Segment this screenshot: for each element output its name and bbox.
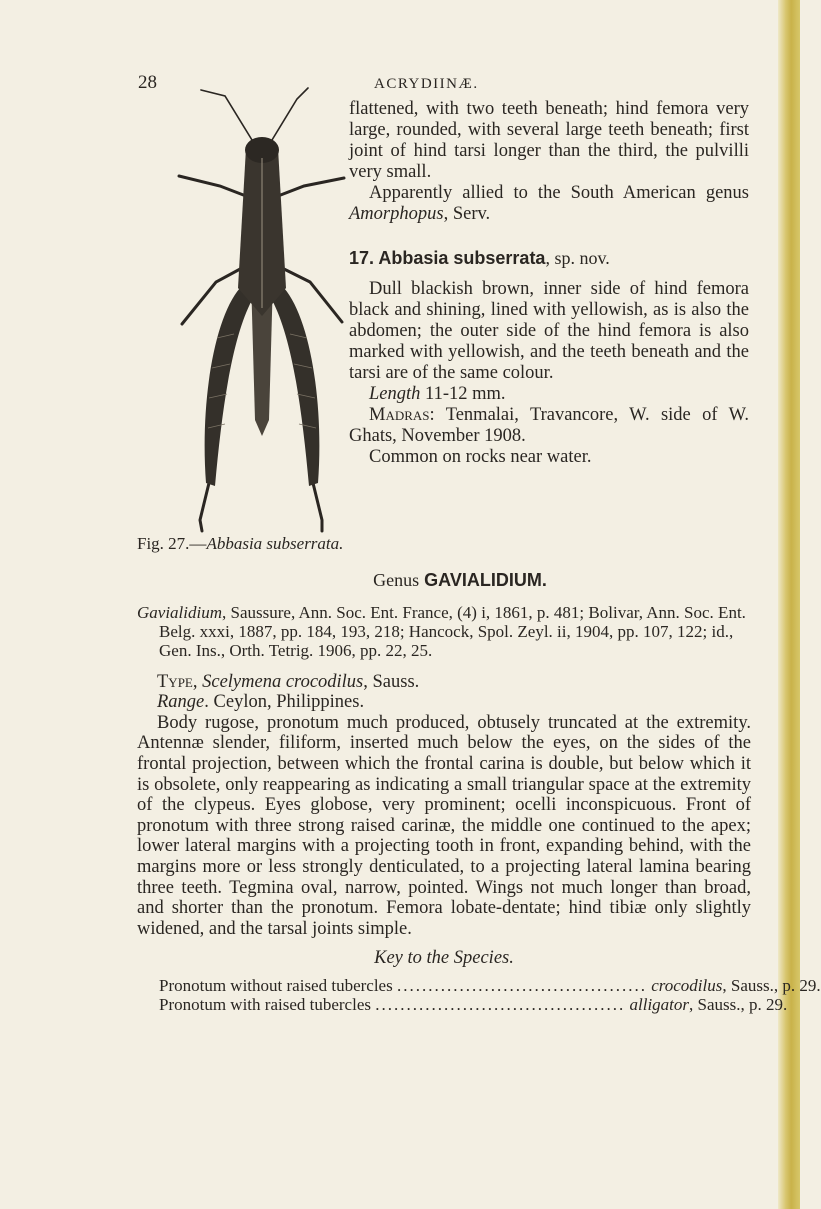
type-line: Type, Scelymena crocodilus, Sauss. [157,671,420,692]
type-species: Scelymena crocodilus [202,671,364,692]
key-title: Key to the Species. [374,948,514,969]
genus-heading: Genus GAVIALIDIUM. [373,570,547,590]
range-line: Range. Ceylon, Philippines. [157,692,365,713]
figure-species-name: Abbasia subserrata. [206,534,344,553]
key-row: Pronotum with raised tubercles ........................................ alligator, Sauss., p. 29. [159,994,788,1014]
species-heading: 17. Abbasia subserrata, sp. nov. [349,248,610,268]
right-hind-tibia [313,483,322,531]
figure-caption [137,534,343,554]
main-text [137,570,821,1014]
right-antenna [272,88,308,140]
left-hind-tibia [200,483,209,531]
genus-title: GAVIALIDIUM. [424,570,547,590]
right-front-leg [278,178,344,196]
genus-name: Amorphopus [349,204,444,224]
species-description: Dull blackish brown, inner side of hind femora black and shining, lined with yellowish, as is also the abdomen; the outer side of the hind femora is also marked with yellowish, and the teeth beneath and the tarsi are of the same colour. [349,279,749,383]
page-number: 28 [138,72,157,93]
left-antenna [201,90,252,140]
left-front-leg [179,176,246,196]
key-row: Pronotum without raised tubercles ........................................ crocodilus, Sauss., p. 29. [159,975,821,995]
generic-description-end: flattened, with two teeth beneath; hind femora very large, rounded, with several large teeth beneath; first joint of hind tarsi longer than the third, the pulvilli very small. [349,99,749,182]
figure-number: Fig. 27.— [137,534,207,553]
right-column-text [349,99,749,468]
right-hind-femur [272,288,319,486]
habitat-line: Common on rocks near water. [369,447,592,467]
locality-line: Madras: Tenmalai, Travancore, W. side of W. Ghats, November 1908. [349,405,749,446]
grasshopper-illustration [172,88,348,538]
length-line: Length 11-12 mm. [369,384,506,404]
running-head: ACRYDIINÆ. [374,76,479,92]
left-hind-femur [205,288,252,486]
page-edge [778,0,800,1209]
genus-description: Body rugose, pronotum much produced, obtusely truncated at the extremity. Antennæ slender, filiform, inserted much below the eyes, on the sides of the frontal projection, between which the frontal carina is double, but below which it is obsolete, only reappearing as indicating a small triangular space at the extremity of the clypeus. Eyes globose, very prominent; ocelli inconspicuous. Front of pronotum with three strong raised carinæ, the middle one continued to the apex; lower lateral margins with a projecting tooth in front, expanding behind, with the margins more or less strongly denticulated, to a projecting lateral lamina bearing three teeth. Tegmina oval, narrow, pointed. Wings not much longer than broad, and shorter than the pronotum. Femora lobate-dentate; hind tibiæ only slightly widened, and the tarsal joints simple. [137,712,751,939]
bibliography: Gavialidium, Saussure, Ann. Soc. Ent. France, (4) i, 1861, p. 481; Bolivar, Ann. Soc. Ent. Belg. xxxi, 1887, pp. 184, 193, 218; Hancock, Spol. Zeyl. ii, 1904, pp. 107, 122; id., Gen. Ins., Orth. Tetrig. 1906, pp. 22, 25. [137,602,746,660]
species-name: Abbasia subserrata [378,248,546,268]
affinity-paragraph: Apparently allied to the South American genus Amorphopus, Serv. [349,183,749,224]
